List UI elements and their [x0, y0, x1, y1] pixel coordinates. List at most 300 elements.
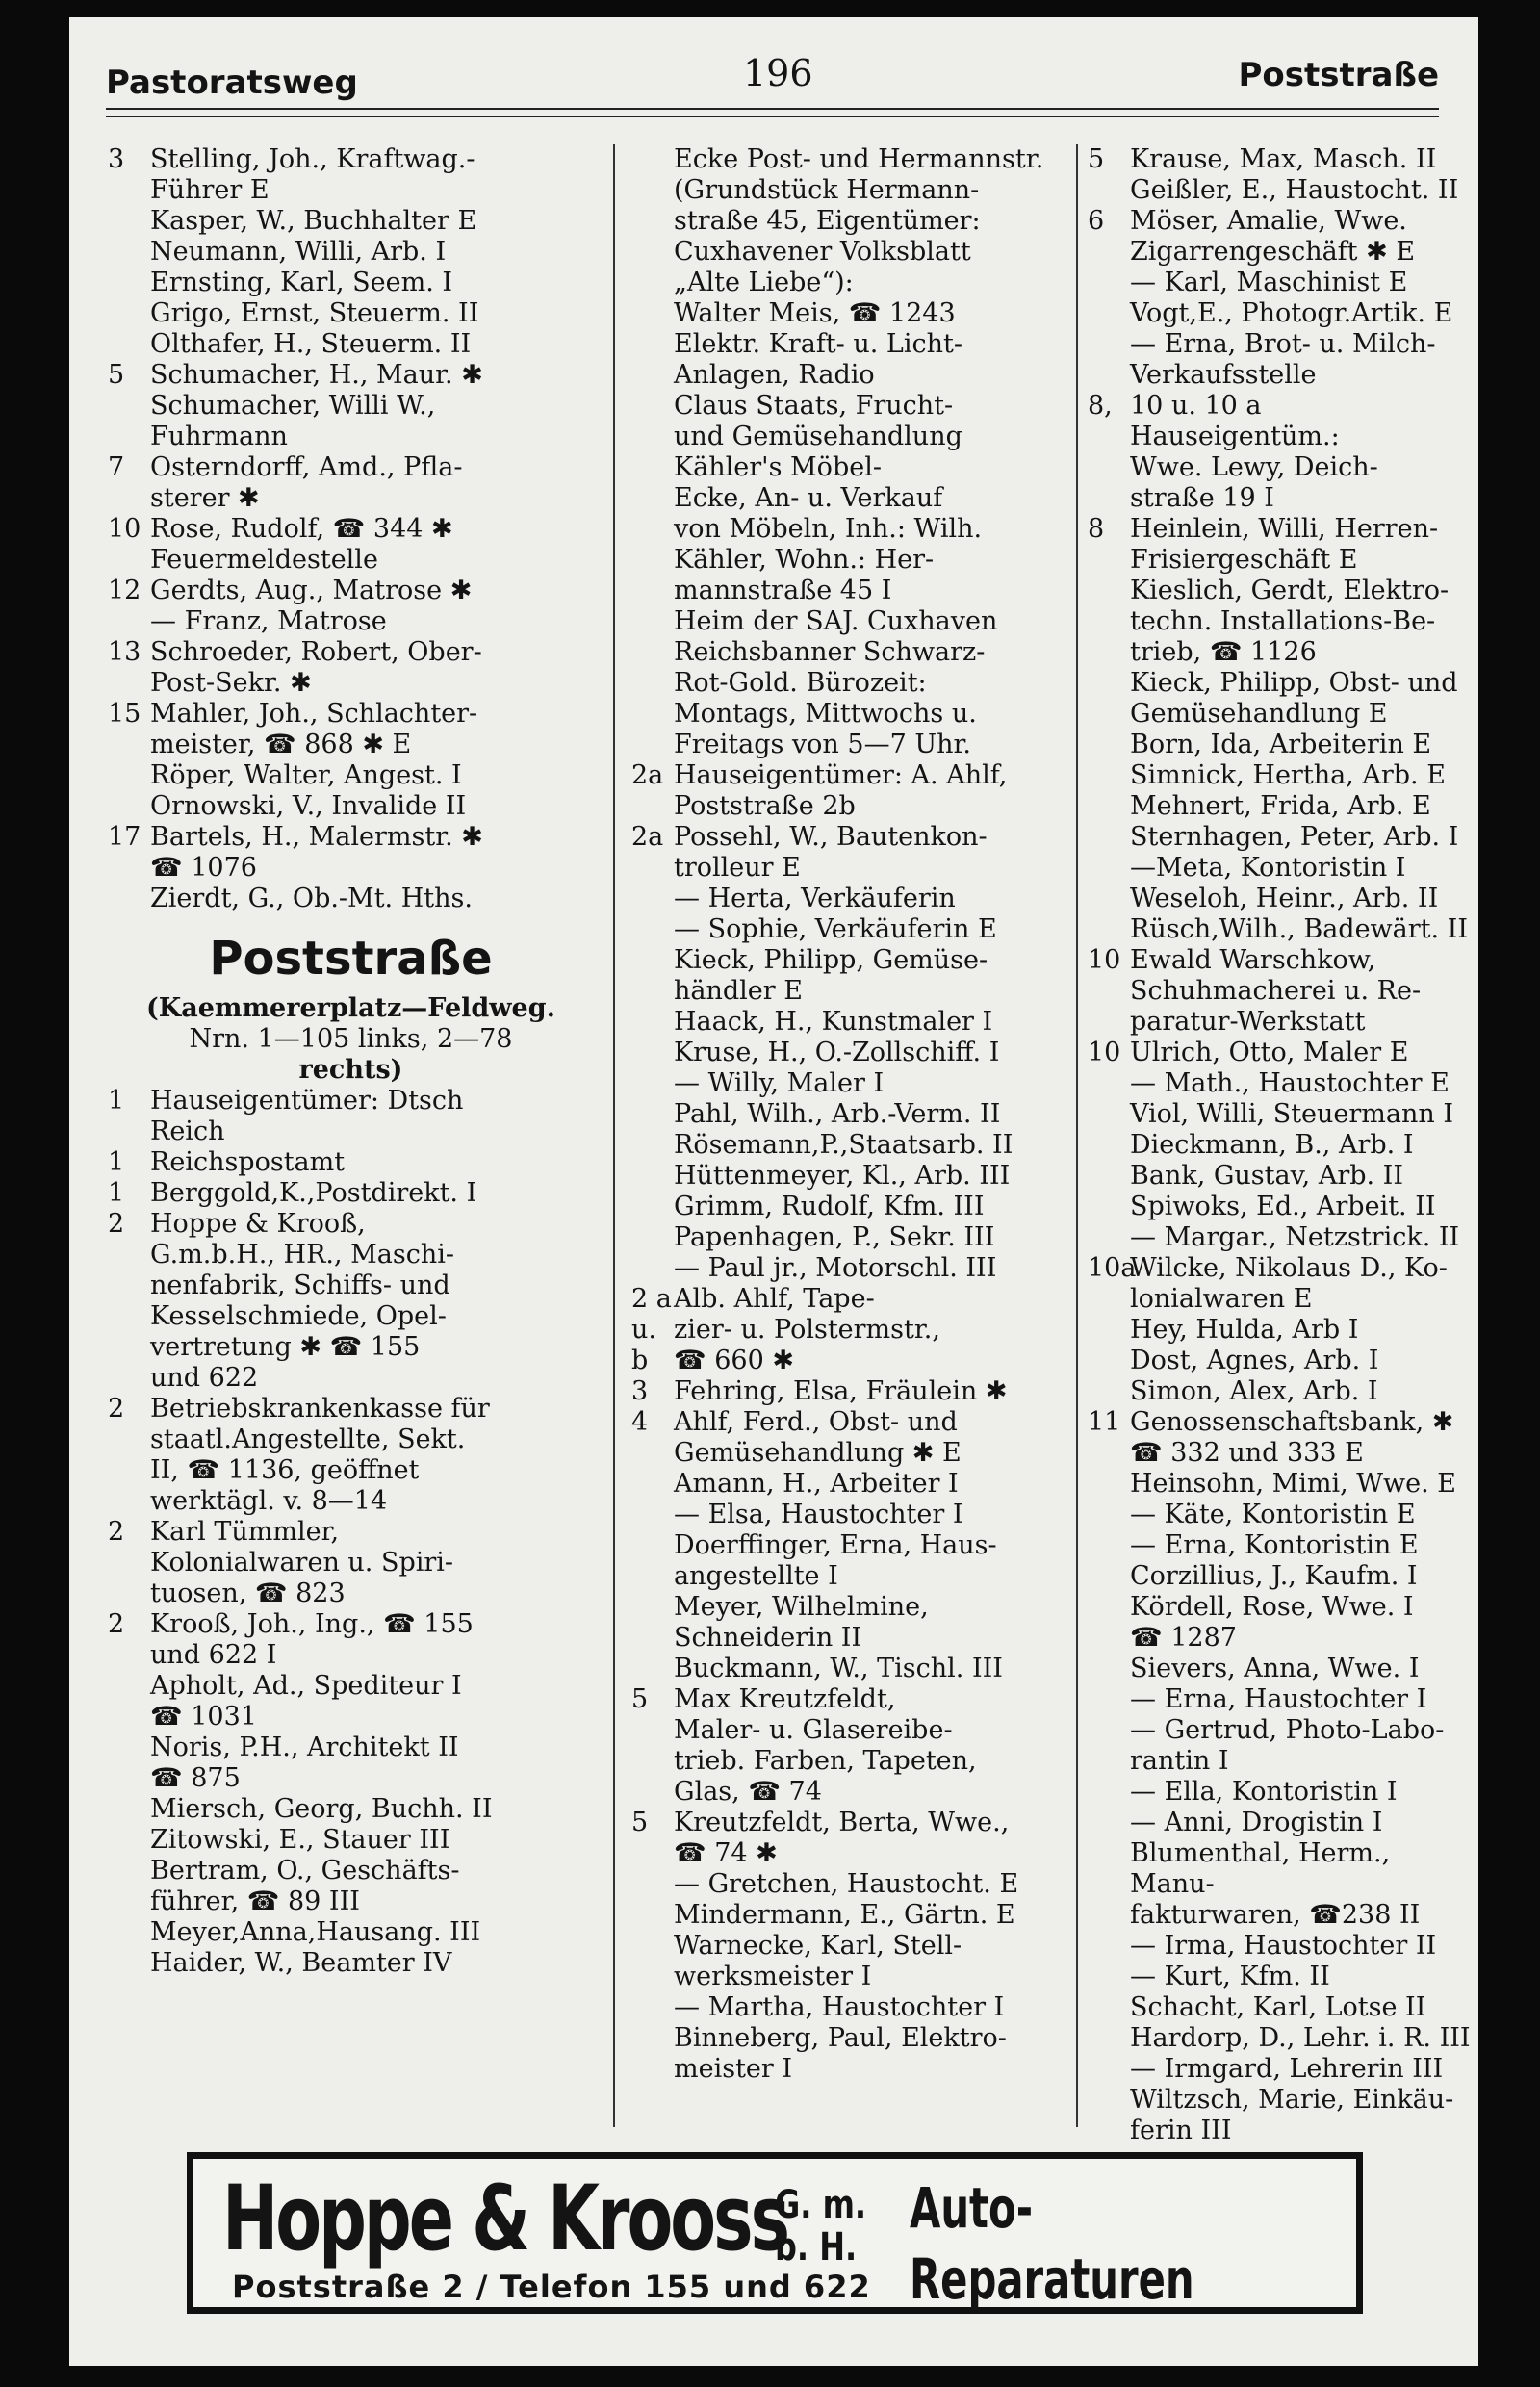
entry-line: ☎ 1031 — [150, 1702, 257, 1732]
entry-line: Cuxhavener Volksblatt — [674, 237, 971, 267]
entry-text — [150, 760, 594, 791]
entry-line: werksmeister I — [674, 1962, 872, 1991]
entry-line: Sievers, Anna, Wwe. I — [1130, 1654, 1420, 1683]
entry-line: Krause, Max, Masch. II — [1130, 144, 1437, 174]
directory-entry — [1088, 1654, 1477, 1684]
entry-line: rantin I — [1130, 1746, 1229, 1776]
directory-entry — [1088, 760, 1477, 791]
entry-line: Hauseigentümer: Dtsch — [150, 1086, 464, 1116]
entry-text — [1130, 298, 1477, 329]
entry-line: (Grundstück Hermann- — [674, 175, 980, 205]
entry-text — [150, 822, 594, 884]
entry-text — [674, 1530, 1069, 1592]
directory-entry — [1088, 1038, 1477, 1068]
entry-line: Hardorp, D., Lehr. i. R. III — [1130, 2023, 1471, 2053]
house-number: 5 — [631, 1684, 649, 1714]
directory-entry — [108, 268, 594, 298]
entry-line: Betriebskrankenkasse für — [150, 1394, 490, 1424]
header-rule-bottom — [106, 116, 1439, 117]
entry-text — [674, 1931, 1069, 1992]
entry-text — [674, 1808, 1069, 1869]
entry-text — [1130, 1684, 1477, 1715]
house-number — [1088, 1222, 1130, 1253]
directory-entry — [108, 144, 594, 206]
entry-line: Ewald Warschkow, — [1130, 945, 1376, 975]
entry-line: Apholt, Ad., Spediteur I — [150, 1671, 462, 1701]
entry-line: Spiwoks, Ed., Arbeit. II — [1130, 1192, 1436, 1221]
house-number — [1088, 822, 1130, 853]
entry-line: — Martha, Haustochter I — [674, 1992, 1005, 2022]
directory-entry — [108, 1609, 594, 1671]
directory-entry — [631, 1099, 1069, 1130]
entry-text — [674, 822, 1069, 884]
entry-line: — Willy, Maler I — [674, 1068, 885, 1098]
entry-text — [150, 237, 594, 268]
entry-text — [674, 1161, 1069, 1192]
directory-entry — [1088, 853, 1477, 884]
entry-line: Reichsbanner Schwarz- — [674, 637, 986, 667]
directory-entry — [1088, 2023, 1477, 2054]
entry-text — [674, 945, 1069, 1007]
entry-text — [150, 360, 594, 391]
house-number: 2 — [108, 1517, 125, 1547]
entry-text — [1130, 268, 1477, 298]
column-right — [1088, 144, 1477, 2146]
column-middle — [631, 144, 1069, 2085]
directory-entry — [108, 1794, 594, 1825]
directory-entry — [1088, 144, 1477, 175]
entry-text — [1130, 1407, 1477, 1469]
house-number — [1088, 1931, 1130, 1962]
directory-entry — [1088, 1253, 1477, 1315]
directory-entry — [631, 914, 1069, 945]
house-number: 5 — [1088, 144, 1105, 174]
house-number — [631, 1161, 674, 1192]
pastoratsweg-entries — [108, 144, 594, 914]
entry-line: Glas, ☎ 74 — [674, 1777, 822, 1807]
entry-line: Schroeder, Robert, Ober- — [150, 637, 482, 667]
entry-text — [674, 1130, 1069, 1161]
house-number — [631, 1992, 674, 2023]
directory-entry — [631, 1500, 1069, 1530]
house-number: 3 — [108, 144, 125, 174]
entry-text — [674, 144, 1069, 298]
entry-text — [674, 1869, 1069, 1900]
directory-entry — [1088, 945, 1477, 1038]
directory-entry — [631, 1530, 1069, 1592]
entry-line: Born, Ida, Arbeiterin E — [1130, 730, 1432, 759]
directory-entry — [1088, 1407, 1477, 1469]
entry-text — [150, 1517, 594, 1609]
directory-entry — [631, 1931, 1069, 1992]
house-number — [631, 1130, 674, 1161]
house-number — [108, 1948, 150, 1979]
house-number: 5 — [631, 1808, 649, 1837]
entry-line: Grimm, Rudolf, Kfm. III — [674, 1192, 985, 1221]
house-number: 13 — [108, 637, 141, 667]
entry-text — [1130, 1346, 1477, 1376]
street-route: (Kaemmererplatz—Feldweg. — [146, 993, 555, 1023]
directory-entry — [1088, 884, 1477, 914]
house-number — [631, 298, 674, 391]
entry-text — [150, 1178, 594, 1209]
house-number — [631, 2023, 674, 2085]
entry-line: Hoppe & Krooß, — [150, 1209, 366, 1239]
entry-text — [1130, 1315, 1477, 1346]
entry-text — [1130, 144, 1477, 175]
entry-line: straße 19 I — [1130, 483, 1274, 513]
house-number: 10a — [1088, 1253, 1137, 1283]
directory-entry — [1088, 1931, 1477, 1962]
entry-text — [674, 452, 1069, 606]
directory-entry — [631, 1869, 1069, 1900]
entry-line: Weseloh, Heinr., Arb. II — [1130, 884, 1439, 913]
entry-text — [150, 268, 594, 298]
entry-line: techn. Installations-Be- — [1130, 606, 1436, 636]
entry-line: Krooß, Joh., Ing., ☎ 155 — [150, 1609, 474, 1639]
entry-line: Hey, Hulda, Arb I — [1130, 1315, 1359, 1345]
entry-text — [674, 391, 1069, 452]
directory-entry — [631, 1253, 1069, 1284]
entry-line: ☎ 1076 — [150, 853, 257, 883]
directory-entry — [1088, 1808, 1477, 1838]
entry-line: Heinsohn, Mimi, Wwe. E — [1130, 1469, 1457, 1499]
entry-text — [150, 884, 594, 914]
entry-line: Sternhagen, Peter, Arb. I — [1130, 822, 1459, 852]
entry-text — [1130, 329, 1477, 391]
house-number — [1088, 1346, 1130, 1376]
ad-service-line1: Auto- — [910, 2175, 1034, 2241]
entry-line: ☎ 660 ✱ — [674, 1346, 794, 1375]
entry-text — [674, 1592, 1069, 1654]
directory-entry — [631, 1592, 1069, 1654]
directory-entry — [631, 884, 1069, 914]
house-number: 11 — [1088, 1407, 1121, 1437]
entry-line: Kruse, H., O.-Zollschiff. I — [674, 1038, 1000, 1067]
directory-entry — [1088, 391, 1477, 514]
house-number — [108, 1917, 150, 1948]
house-number — [1088, 668, 1130, 730]
house-number — [108, 1794, 150, 1825]
entry-line: fakturwaren, ☎238 II — [1130, 1900, 1421, 1930]
entry-text — [674, 760, 1069, 822]
entry-line: ferin III — [1130, 2116, 1232, 2145]
house-number — [1088, 1469, 1130, 1500]
house-number — [631, 606, 674, 760]
entry-text — [674, 606, 1069, 760]
directory-entry — [631, 391, 1069, 452]
entry-line: ☎ 74 ✱ — [674, 1838, 778, 1868]
house-number — [1088, 914, 1130, 945]
house-number: 2a — [631, 822, 664, 852]
entry-text — [1130, 2054, 1477, 2085]
directory-entry — [108, 1209, 594, 1394]
house-number — [108, 237, 150, 268]
directory-entry — [1088, 730, 1477, 760]
directory-entry — [1088, 1962, 1477, 1992]
directory-entry — [108, 884, 594, 914]
entry-line: Kieck, Philipp, Obst- und — [1130, 668, 1458, 698]
entry-line: Kördell, Rose, Wwe. I — [1130, 1592, 1414, 1622]
house-number: 15 — [108, 699, 141, 729]
entry-line: Zigarrengeschäft ✱ E — [1130, 237, 1416, 267]
entry-line: — Herta, Verkäuferin — [674, 884, 956, 913]
entry-text — [1130, 730, 1477, 760]
entry-line: — Ella, Kontoristin I — [1130, 1777, 1398, 1807]
entry-text — [1130, 853, 1477, 884]
entry-text — [150, 452, 594, 514]
entry-text — [150, 1948, 594, 1979]
house-number — [631, 1869, 674, 1900]
entry-line: Rot-Gold. Bürozeit: — [674, 668, 927, 698]
entry-text — [150, 206, 594, 237]
directory-entry — [108, 329, 594, 360]
house-number — [1088, 760, 1130, 791]
house-number — [1088, 1068, 1130, 1099]
entry-text — [1130, 1838, 1477, 1931]
entry-line: Wiltzsch, Marie, Einkäu- — [1130, 2085, 1454, 2115]
entry-line: Simon, Alex, Arb. I — [1130, 1376, 1378, 1406]
directory-entry — [1088, 1222, 1477, 1253]
house-number — [1088, 1992, 1130, 2023]
house-number — [631, 1900, 674, 1931]
entry-text — [674, 884, 1069, 914]
entry-line: — Erna, Kontoristin E — [1130, 1530, 1419, 1560]
house-number: 3 — [631, 1376, 649, 1406]
house-number — [631, 914, 674, 945]
entry-line: Warnecke, Karl, Stell- — [674, 1931, 962, 1961]
page-number: 196 — [743, 52, 813, 94]
entry-text — [1130, 175, 1477, 206]
entry-line: Verkaufsstelle — [1130, 360, 1317, 390]
directory-entry — [108, 760, 594, 791]
house-number — [631, 1007, 674, 1038]
house-number — [631, 1500, 674, 1530]
entry-text — [674, 1684, 1069, 1808]
header-previous-street: Pastoratsweg — [106, 64, 358, 102]
entry-line: Corzillius, J., Kaufm. I — [1130, 1561, 1418, 1591]
entry-text — [1130, 822, 1477, 853]
house-number — [1088, 1130, 1130, 1161]
entry-line: Anlagen, Radio — [674, 360, 875, 390]
entry-line: Heim der SAJ. Cuxhaven — [674, 606, 998, 636]
entry-line: Papenhagen, P., Sekr. III — [674, 1222, 995, 1252]
entry-line: Rose, Rudolf, ☎ 344 ✱ — [150, 514, 453, 544]
house-number — [631, 144, 674, 298]
entry-line: Reich — [150, 1116, 225, 1146]
entry-line: paratur-Werkstatt — [1130, 1007, 1366, 1037]
entry-text — [150, 144, 594, 206]
entry-line: — Margar., Netzstrick. II — [1130, 1222, 1460, 1252]
entry-line: sterer ✱ — [150, 483, 260, 513]
house-number — [108, 206, 150, 237]
entry-line: vertretung ✱ ☎ 155 — [150, 1332, 421, 1362]
entry-line: Reichspostamt — [150, 1147, 346, 1177]
directory-entry — [631, 1007, 1069, 1038]
entry-line: Miersch, Georg, Buchh. II — [150, 1794, 493, 1824]
entry-line: und Gemüsehandlung — [674, 422, 962, 451]
entry-line: Noris, P.H., Architekt II — [150, 1732, 459, 1762]
directory-entry — [108, 822, 594, 884]
entry-line: staatl.Angestellte, Sekt. — [150, 1424, 466, 1454]
directory-entry — [631, 1038, 1069, 1068]
entry-line: Gerdts, Aug., Matrose ✱ — [150, 576, 473, 605]
entry-line: Schuhmacherei u. Re- — [1130, 976, 1422, 1006]
advertisement-box — [187, 2152, 1363, 2314]
street-numbers: Nrn. 1—105 links, 2—78 — [189, 1024, 513, 1054]
entry-line: Schacht, Karl, Lotse II — [1130, 1992, 1426, 2022]
directory-entry — [108, 1086, 594, 1147]
entry-line: führer, ☎ 89 III — [150, 1886, 360, 1916]
ad-legal-form-line1: G. m. — [775, 2183, 867, 2227]
house-number — [1088, 2085, 1130, 2146]
directory-entry — [108, 1948, 594, 1979]
house-number: 12 — [108, 576, 141, 605]
entry-line: — Math., Haustochter E — [1130, 1068, 1450, 1098]
house-number — [1088, 1808, 1130, 1838]
entry-text — [1130, 945, 1477, 1038]
street-numbers-cont: rechts) — [298, 1055, 403, 1085]
entry-line: Kieslich, Gerdt, Elektro- — [1130, 576, 1450, 605]
entry-line: trieb, ☎ 1126 — [1130, 637, 1317, 667]
directory-entry — [108, 1394, 594, 1517]
house-number: 6 — [1088, 206, 1105, 236]
entry-line: Kähler, Wohn.: Her- — [674, 545, 935, 575]
house-number — [1088, 329, 1130, 391]
directory-entry — [631, 1469, 1069, 1500]
entry-text — [1130, 1469, 1477, 1500]
directory-entry — [1088, 1777, 1477, 1808]
column-left — [108, 144, 594, 1979]
directory-entry — [108, 1825, 594, 1856]
entry-line: und 622 I — [150, 1640, 277, 1670]
directory-entry — [1088, 791, 1477, 822]
house-number: 1 — [108, 1147, 125, 1177]
directory-entry — [631, 1407, 1069, 1469]
house-number — [631, 1592, 674, 1654]
entry-line: Pahl, Wilh., Arb.-Verm. II — [674, 1099, 1001, 1129]
entry-text — [150, 514, 594, 576]
entry-line: ☎ 875 — [150, 1763, 241, 1793]
entry-text — [1130, 1068, 1477, 1099]
entry-line: Meyer, Wilhelmine, — [674, 1592, 929, 1622]
entry-line: — Anni, Drogistin I — [1130, 1808, 1383, 1837]
directory-entry — [108, 1147, 594, 1178]
house-number — [631, 452, 674, 606]
entry-line: — Irma, Haustochter II — [1130, 1931, 1437, 1961]
entry-line: Neumann, Willi, Arb. I — [150, 237, 447, 267]
entry-text — [150, 791, 594, 822]
house-number — [108, 1732, 150, 1794]
directory-entry — [1088, 1068, 1477, 1099]
house-number — [1088, 884, 1130, 914]
entry-text — [150, 1825, 594, 1856]
entry-line: Doerffinger, Erna, Haus- — [674, 1530, 997, 1560]
entry-line: Haider, W., Beamter IV — [150, 1948, 452, 1978]
entry-line: Montags, Mittwochs u. — [674, 699, 977, 729]
entry-text — [150, 329, 594, 360]
entry-line: Fehring, Elsa, Fräulein ✱ — [674, 1376, 1008, 1406]
directory-entry — [108, 1917, 594, 1948]
directory-entry — [1088, 1099, 1477, 1130]
house-number — [631, 1068, 674, 1099]
directory-entry — [108, 576, 594, 637]
entry-line: Alb. Ahlf, Tape- — [674, 1284, 875, 1314]
entry-text — [1130, 1192, 1477, 1222]
directory-entry — [1088, 175, 1477, 206]
house-number — [1088, 1192, 1130, 1222]
entry-line: tuosen, ☎ 823 — [150, 1578, 346, 1608]
entry-text — [1130, 668, 1477, 730]
directory-entry — [108, 391, 594, 452]
directory-entry — [108, 791, 594, 822]
entry-text — [150, 1856, 594, 1917]
entry-line: — Paul jr., Motorschl. III — [674, 1253, 997, 1283]
entry-text — [1130, 1715, 1477, 1777]
house-number — [631, 1469, 674, 1500]
entry-line: Karl Tümmler, — [150, 1517, 340, 1547]
directory-entry — [1088, 329, 1477, 391]
directory-entry — [631, 1284, 1069, 1376]
entry-line: — Irmgard, Lehrerin III — [1130, 2054, 1444, 2084]
directory-entry — [1088, 1161, 1477, 1192]
house-number: 2a — [631, 760, 664, 790]
entry-line: — Karl, Maschinist E — [1130, 268, 1408, 297]
directory-entry — [1088, 1715, 1477, 1777]
house-number — [108, 268, 150, 298]
directory-entry — [108, 298, 594, 329]
entry-line: Heinlein, Willi, Herren- — [1130, 514, 1439, 544]
entry-line: Möser, Amalie, Wwe. — [1130, 206, 1407, 236]
house-number: 5 — [108, 360, 125, 390]
entry-line: Kolonialwaren u. Spiri- — [150, 1548, 454, 1578]
column-divider-left — [613, 144, 615, 2127]
entry-line: zier- u. Polstermstr., — [674, 1315, 940, 1345]
entry-text — [674, 1992, 1069, 2023]
entry-text — [150, 637, 594, 699]
house-number — [1088, 576, 1130, 668]
entry-line: Amann, H., Arbeiter I — [674, 1469, 959, 1499]
directory-page — [69, 17, 1478, 2366]
directory-entry — [1088, 1376, 1477, 1407]
directory-entry — [108, 452, 594, 514]
directory-entry — [1088, 1192, 1477, 1222]
house-number: 8 — [1088, 514, 1105, 544]
house-number — [1088, 1161, 1130, 1192]
entry-line: Binneberg, Paul, Elektro- — [674, 2023, 1007, 2053]
header-current-street: Poststraße — [1238, 56, 1439, 94]
entry-line: Bertram, O., Geschäfts- — [150, 1856, 460, 1886]
entry-line: von Möbeln, Inh.: Wilh. — [674, 514, 983, 544]
entry-line: — Elsa, Haustochter I — [674, 1500, 963, 1529]
house-number — [631, 1038, 674, 1068]
entry-line: Post-Sekr. ✱ — [150, 668, 312, 698]
entry-text — [1130, 1808, 1477, 1838]
directory-entry — [1088, 914, 1477, 945]
directory-entry — [1088, 1346, 1477, 1376]
house-number — [108, 298, 150, 329]
entry-line: Freitags von 5—7 Uhr. — [674, 730, 972, 759]
house-number — [108, 1856, 150, 1917]
house-number: 8, — [1088, 391, 1113, 421]
entry-text — [1130, 206, 1477, 268]
directory-entry — [631, 760, 1069, 822]
entry-line: Ulrich, Otto, Maler E — [1130, 1038, 1409, 1067]
entry-line: Max Kreutzfeldt, — [674, 1684, 896, 1714]
directory-entry — [631, 2023, 1069, 2085]
entry-line: — Sophie, Verkäuferin E — [674, 914, 997, 944]
entry-text — [674, 1654, 1069, 1684]
